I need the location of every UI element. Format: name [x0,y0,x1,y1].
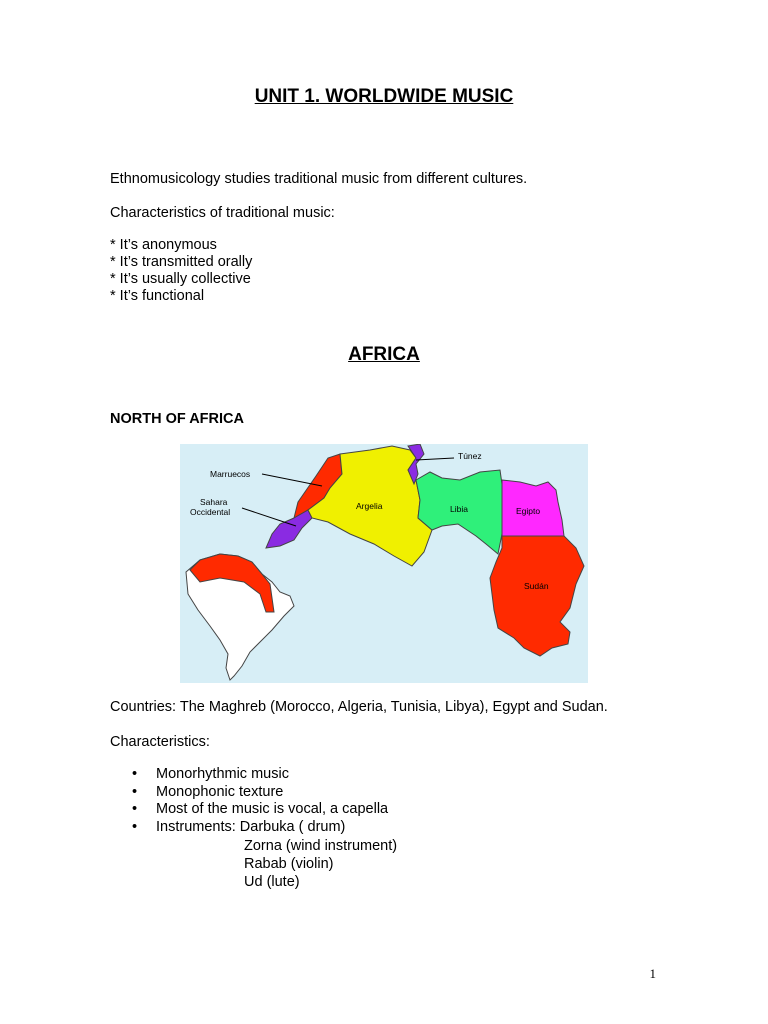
subsection-title: NORTH OF AFRICA [110,411,244,427]
label-sahara-line1: Sahara [200,497,228,507]
instrument-item: Rabab (violin) [244,855,334,872]
list-item: • Monophonic texture [110,784,388,802]
label-marruecos: Marruecos [210,469,251,479]
instrument-item: Ud (lute) [244,873,300,890]
traditional-traits-list [110,237,252,305]
trait-item: * It’s anonymous [110,237,217,253]
instrument-item: Zorna (wind instrument) [244,838,398,855]
label-argelia: Argelia [356,501,383,511]
label-egipto: Egipto [516,506,541,516]
list-item: • Most of the music is vocal, a capella [110,801,388,819]
label-sahara-line2: Occidental [190,507,231,517]
label-tunez: Túnez [458,451,482,461]
section-title-africa: AFRICA [348,344,420,365]
north-africa-map [180,444,588,683]
north-africa-traits-list [110,766,388,836]
label-sudan: Sudán [524,581,549,591]
list-item: • Instruments: Darbuka ( drum) [110,819,388,837]
instruments-continued [110,838,397,891]
list-item: • Monorhythmic music [110,766,388,784]
label-libia: Libia [450,504,468,514]
trait-item: * It’s functional [110,288,205,304]
intro-text: Ethnomusicology studies traditional music from different cultures. [110,171,528,187]
page-number: 1 [649,966,656,981]
characteristics-label: Characteristics: [110,734,210,750]
countries-text: Countries: The Maghreb (Morocco, Algeria, Tunisia, Libya), Egypt and Sudan. [110,699,608,715]
characteristics-heading: Characteristics of traditional music: [110,205,335,221]
trait-item: * It’s usually collective [110,271,251,287]
page-title: UNIT 1. WORLDWIDE MUSIC [254,86,514,107]
trait-item: * It’s transmitted orally [110,254,253,270]
